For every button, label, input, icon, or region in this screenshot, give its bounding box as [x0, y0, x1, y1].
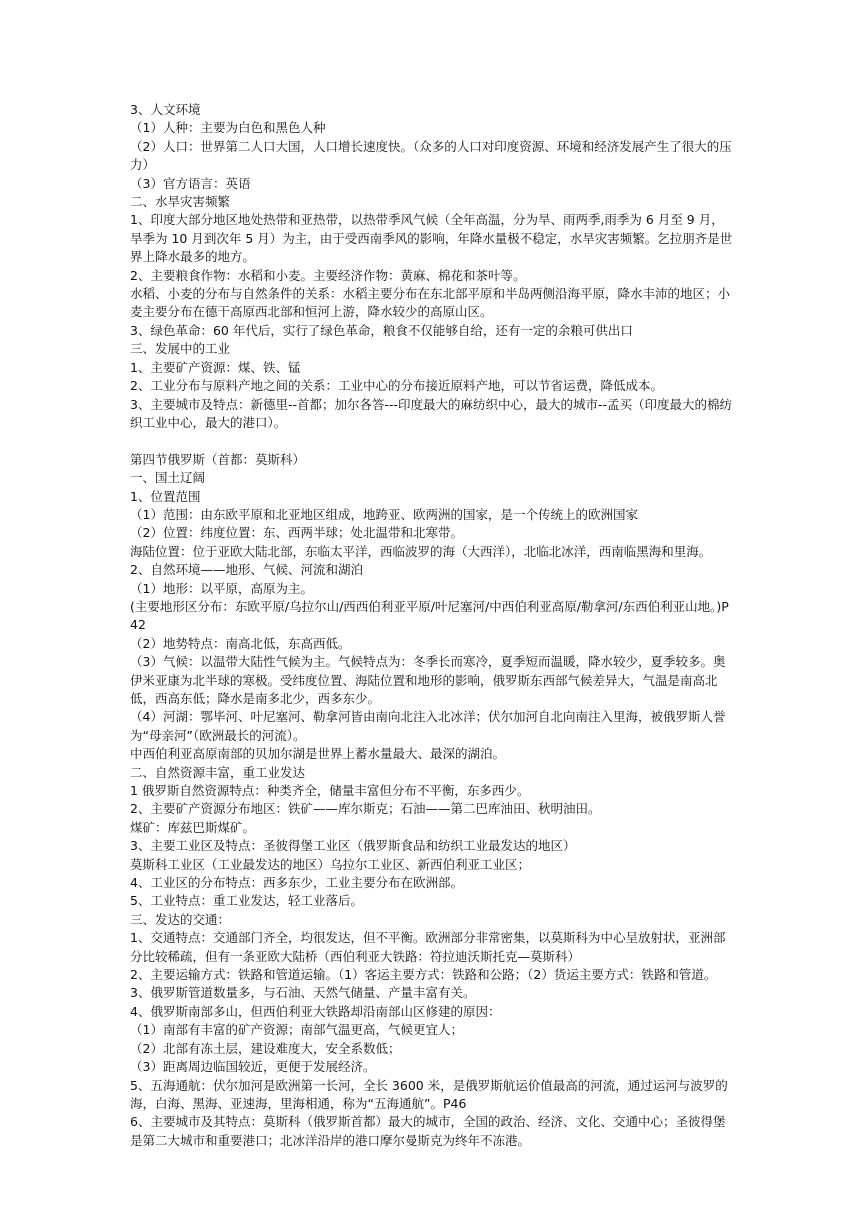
paragraph: 1、位置范围 [130, 488, 201, 504]
paragraph: 3、俄罗斯管道数量多，与石油、天然气储量、产量丰富有关。 [130, 985, 476, 1001]
paragraph: 水稻、小麦的分布与自然条件的关系：水稻主要分布在东北部平原和半岛两侧沿海平原，降水丰沛的地区；小麦主要分布在德干高原西北部和恒河上游，降水较少的高原山区。 [130, 286, 731, 320]
paragraph: 3、主要工业区及特点：圣彼得堡工业区（俄罗斯食品和纺织工业最发达的地区） [130, 838, 576, 854]
paragraph: （1）范围：由东欧平原和北亚地区组成，地跨亚、欧两洲的国家，是一个传统上的欧洲国家 [130, 506, 638, 522]
paragraph: 2、主要运输方式：铁路和管道运输。（1）客运主要方式：铁路和公路；（2）货运主要方式：铁路和管道。 [130, 967, 717, 983]
heading-resources: 二、自然资源丰富，重工业发达 [130, 764, 306, 780]
paragraph: 2、工业分布与原料产地之间的关系：工业中心的分布接近原料产地，可以节省运费，降低成本。 [130, 378, 663, 394]
paragraph: 6、主要城市及其特点：莫斯科（俄罗斯首都）最大的城市，全国的政治、经济、文化、交通中心；圣彼得堡是第二大城市和重要港口；北冰洋沿岸的港口摩尔曼斯克为终年不冻港。 [130, 1114, 726, 1148]
paragraph: 莫斯科工业区（工业最发达的地区）乌拉尔工业区、新西伯利亚工业区； [130, 856, 531, 872]
paragraph: 1、交通特点：交通部门齐全，均很发达，但不平衡。欧洲部分非常密集，以莫斯科为中心呈放射状，亚洲部分比较稀疏，但有一条亚欧大陆桥（西伯利亚大铁路：符拉迪沃斯托克—莫斯科） [130, 930, 726, 964]
section-india-continued [130, 101, 735, 432]
heading-transport: 三、发达的交通： [130, 911, 231, 927]
paragraph: （2）北部有冻土层，建设难度大，安全系数低； [130, 1040, 401, 1056]
paragraph: （1）人种：主要为白色和黑色人种 [130, 120, 326, 136]
section-gap [130, 432, 735, 450]
paragraph: （2）人口：世界第二人口大国，人口增长速度快。（众多的人口对印度资源、环境和经济发展产生了很大的压力） [130, 138, 732, 173]
paragraph: 3、绿色革命：60 年代后，实行了绿色革命，粮食不仅能够自给，还有一定的余粮可供出口 [130, 322, 633, 338]
paragraph: （4）河湖：鄂毕河、叶尼塞河、勒拿河皆由南向北注入北冰洋；伏尔加河自北向南注入里海，被俄罗斯人誉为“母亲河”（欧洲最长的河流）。 [130, 709, 726, 743]
paragraph: 3、主要城市及特点：新德里--首都；加尔各答---印度最大的麻纺织中心，最大的城市--孟买（印度最大的棉纺织工业中心，最大的港口）。 [130, 396, 733, 430]
paragraph: 1、主要矿产资源：煤、铁、锰 [130, 359, 301, 375]
paragraph: 中西伯利亚高原南部的贝加尔湖是世界上蓄水量最大、最深的湖泊。 [130, 746, 506, 762]
paragraph: 4、工业区的分布特点：西多东少，工业主要分布在欧洲部。 [130, 875, 463, 891]
section-russia [130, 451, 735, 1150]
heading-industry: 三、发展中的工业 [130, 341, 231, 357]
heading-humanities: 3、人文环境 [130, 102, 201, 117]
paragraph: (主要地形区分布：东欧平原/乌拉尔山/西西伯利亚平原/叶尼塞河/中西伯利亚高原/勒拿河/东西伯利亚山地。)P42 [130, 598, 729, 633]
paragraph: 5、工业特点：重工业发达，轻工业落后。 [130, 893, 363, 909]
paragraph: 4、俄罗斯南部多山，但西伯利亚大铁路却沿南部山区修建的原因： [130, 1003, 501, 1019]
paragraph: 5、五海通航：伏尔加河是欧洲第一长河，全长 3600 米，是俄罗斯航运价值最高的河流，通过运河与波罗的海，白海、黑海、亚速海，里海相通，称为“五海通航”。P46 [130, 1077, 728, 1111]
paragraph: （1）地形：以平原，高原为主。 [130, 580, 313, 596]
heading-disasters: 二、水旱灾害频繁 [130, 194, 231, 210]
section-title: 第四节俄罗斯（首都：莫斯科） [130, 451, 306, 467]
paragraph: （3）气候：以温带大陆性气候为主。气候特点为：冬季长而寒冷，夏季短而温暖，降水较少，夏季较多。奥伊米亚康为北半球的寒极。受纬度位置、海陆位置和地形的影响，俄罗斯东西部气候差异大，气温是南高北低，西高东低；降水是南多北少，西多东少。 [130, 654, 726, 706]
paragraph: 2、主要粮食作物：水稻和小麦。主要经济作物：黄麻、棉花和茶叶等。 [130, 267, 526, 283]
paragraph: 2、主要矿产资源分布地区：铁矿——库尔斯克；石油——第二巴库油田、秋明油田。 [130, 801, 601, 817]
paragraph: 2、自然环境——地形、气候、河流和湖泊 [130, 562, 363, 578]
document-page [130, 101, 735, 1150]
paragraph: 1 俄罗斯自然资源特点：种类齐全，储量丰富但分布不平衡，东多西少。 [130, 783, 530, 799]
paragraph: （3）距离周边临国较近，更便于发展经济。 [130, 1059, 376, 1075]
paragraph: 海陆位置：位于亚欧大陆北部，东临太平洋，西临波罗的海（大西洋），北临北冰洋，西南临黑海和里海。 [130, 543, 712, 559]
paragraph: 煤矿：库兹巴斯煤矿。 [130, 819, 256, 835]
paragraph: 1、印度大部分地区地处热带和亚热带，以热带季风气候（全年高温，分为旱、雨两季,雨季为 6 月至 9 月，旱季为 10 月到次年 5 月）为主，由于受西南季风的影响，年降水量极不稳定，水旱灾害频繁。乞拉朋齐是世界上降水最多的地方。 [130, 212, 733, 265]
heading-territory: 一、国土辽阔 [130, 470, 206, 486]
paragraph: （2）位置：纬度位置：东、西两半球；处北温带和北寒带。 [130, 525, 463, 541]
paragraph: （1）南部有丰富的矿产资源；南部气温更高，气候更宜人； [130, 1022, 463, 1038]
paragraph: （3）官方语言：英语 [130, 175, 251, 191]
paragraph: （2）地势特点：南高北低，东高西低。 [130, 635, 351, 651]
